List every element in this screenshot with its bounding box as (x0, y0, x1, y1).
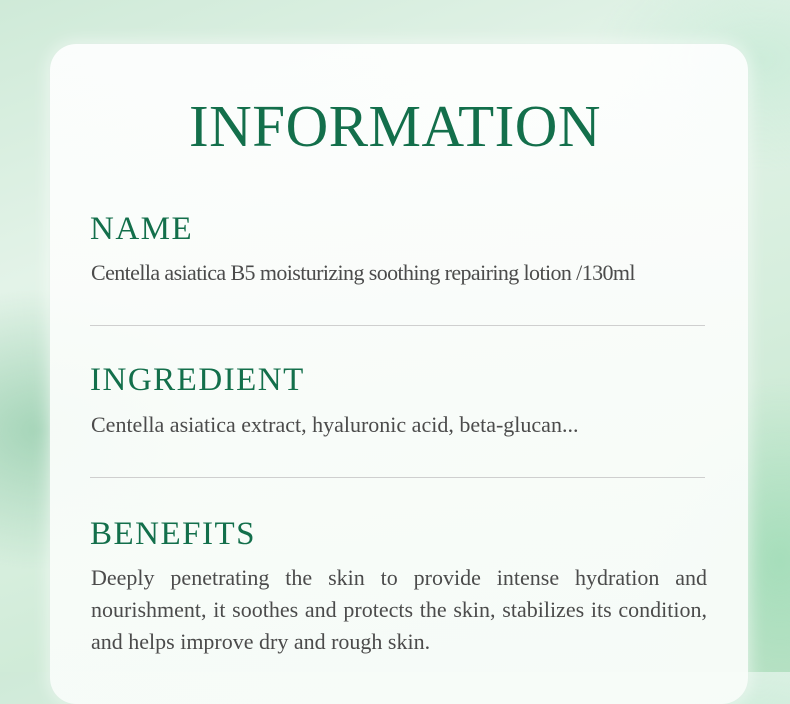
divider (90, 325, 705, 326)
section-heading-ingredient: INGREDIENT (90, 362, 305, 398)
section-text-benefits: Deeply penetrating the skin to provide intense hydration and nourishment, it soothes and protects the skin, stabilizes its condition, and helps improve dry and rough skin. (91, 565, 707, 654)
section-heading-benefits: BENEFITS (90, 516, 257, 552)
section-text-ingredient: Centella asiatica extract, hyaluronic acid, beta-glucan... (91, 412, 579, 437)
section-text-name: Centella asiatica B5 moisturizing soothing repairing lotion /130ml (91, 260, 635, 285)
divider (90, 477, 705, 478)
section-heading-name: NAME (90, 211, 194, 247)
page-title: INFORMATION (189, 93, 601, 159)
